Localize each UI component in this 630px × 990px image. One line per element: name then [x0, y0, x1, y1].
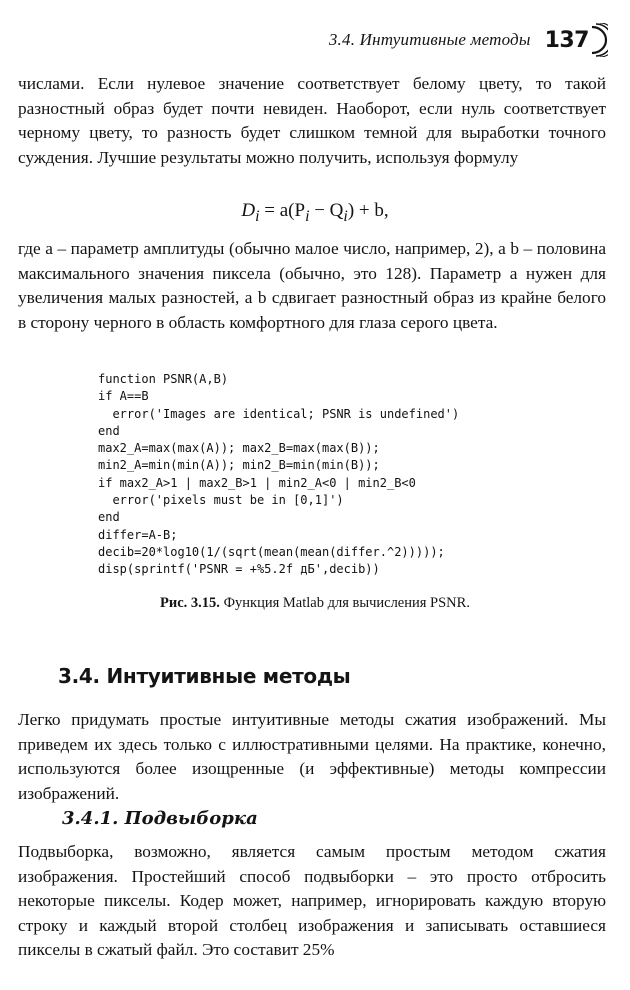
- paragraph: где a – параметр амплитуды (обычно малое число, например, 2), а b – половина максимального значения пиксела (обычно, это 128). Параметр a нужен для увеличения малых разностей, а b сдвигает разностный образ из крайне белого в сторону черного в область комфортного для глаза серого цвета.: [18, 239, 606, 332]
- page-number: 137: [544, 27, 589, 53]
- code-line: if A==B: [98, 389, 149, 404]
- figure-caption-label: Рис. 3.15.: [160, 595, 220, 611]
- code-listing: [98, 371, 459, 579]
- formula-sub-qi: i: [343, 207, 348, 225]
- code-line: min2_A=min(min(A)); min2_B=min(min(B));: [98, 458, 380, 473]
- figure-caption: [0, 595, 630, 612]
- paragraph: Легко придумать простые интуитивные методы сжатия изображений. Мы приведем их здесь только с иллюстративными целями. На практике, конечно, используются более изощренные (и эффективные) методы компрессии изображений.: [18, 710, 606, 803]
- code-line: error('Images are identical; PSNR is undefined'): [98, 406, 460, 421]
- code-line: decib=20*log10(1/(sqrt(mean(mean(differ.^2)))));: [98, 544, 445, 559]
- code-line: error('pixels must be in [0,1]'): [98, 493, 344, 508]
- formula-minus: − Q: [309, 200, 344, 221]
- formula-rhs: ) + b,: [347, 200, 389, 221]
- running-title: 3.4. Интуитивные методы: [328, 30, 531, 49]
- page-number-badge: [545, 23, 608, 57]
- code-line: end: [98, 423, 120, 438]
- paragraph: числами. Если нулевое значение соответствует белому цвету, то такой разностный образ будет почти невиден. Наоборот, если нуль соответствует черному цвету, то разность будет слишком темной для выработки точного суждения. Лучшие результаты можно получить, используя формулу: [18, 74, 606, 167]
- code-line: max2_A=max(max(A)); max2_B=max(max(B));: [98, 441, 380, 456]
- code-line: if max2_A>1 | max2_B>1 | min2_A<0 | min2_B<0: [98, 475, 416, 490]
- code-line: disp(sprintf('PSNR = +%5.2f дБ',decib)): [98, 562, 380, 577]
- figure-caption-text: Функция Matlab для вычисления PSNR.: [219, 595, 470, 611]
- arcs-decoration-icon: [590, 23, 608, 57]
- formula-middle: = a(P: [259, 200, 306, 221]
- formula-sub-i: i: [255, 207, 260, 225]
- formula: [0, 200, 630, 226]
- subsection-heading: 3.4.1. Подвыборка: [62, 808, 258, 829]
- formula-d: D: [241, 200, 256, 221]
- running-head: [18, 22, 608, 58]
- code-line: function PSNR(A,B): [98, 372, 229, 386]
- section-heading: 3.4. Интуитивные методы: [58, 664, 351, 688]
- formula-sub-pi: i: [305, 207, 310, 225]
- paragraph: Подвыборка, возможно, является самым простым методом сжатия изображения. Простейший способ подвыборки – это просто отбросить некоторые пикселы. Кодер может, например, игнорировать каждую вторую строку и каждый второй столбец изображения и записывать оставшиеся пикселы в сжатый файл. Это составит 25%: [18, 842, 606, 959]
- code-line: differ=A-B;: [98, 527, 178, 542]
- code-line: end: [98, 510, 120, 525]
